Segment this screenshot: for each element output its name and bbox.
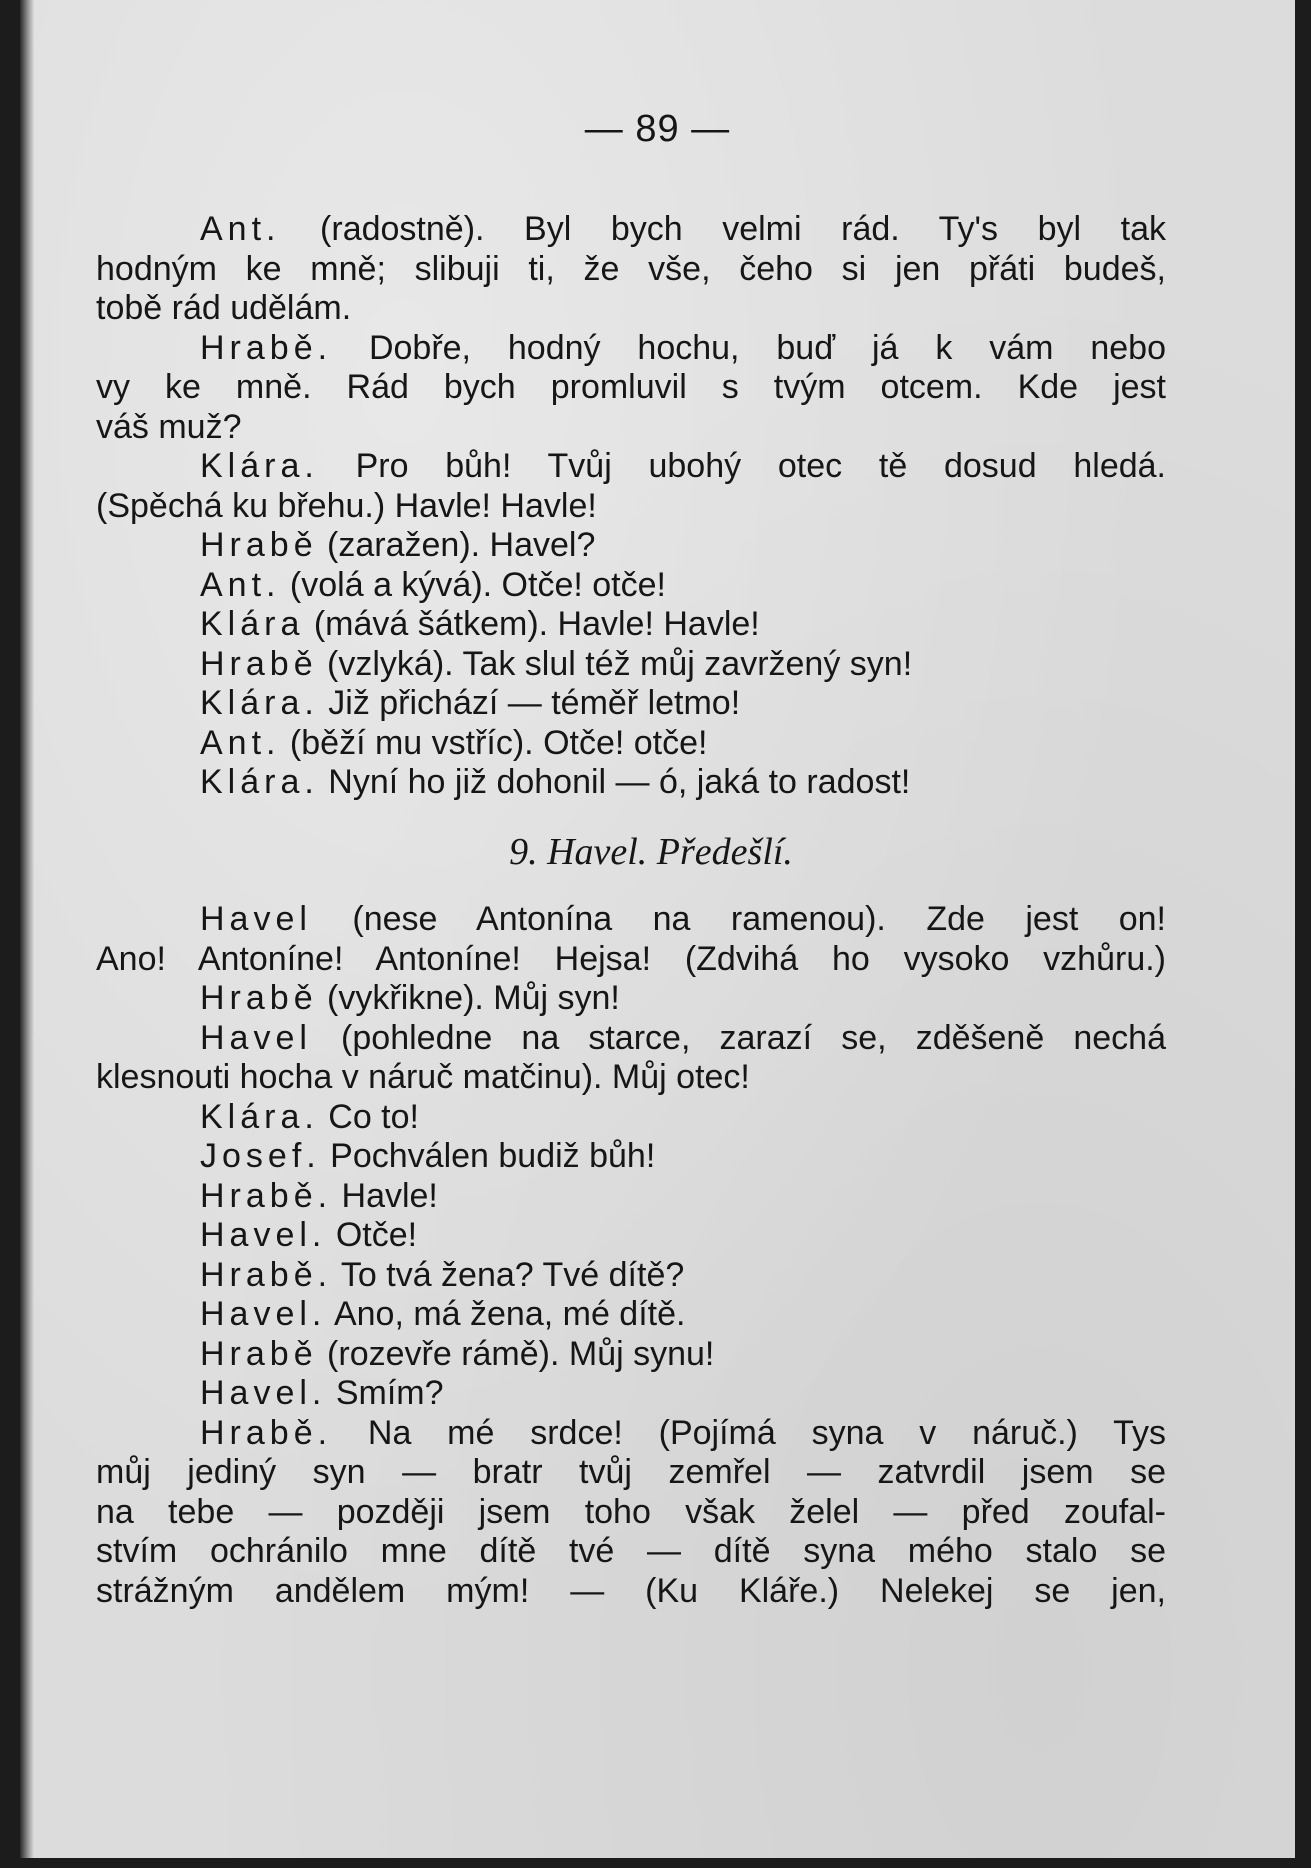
speaker-name: Havel — [200, 1018, 312, 1057]
text-line — [96, 1414, 1166, 1454]
line-text: (Spěchá ku břehu.) Havle! Havle! — [96, 486, 597, 525]
section-heading: 9. Havel. Předešlí. — [509, 830, 793, 873]
text-line — [96, 210, 1166, 250]
line-text: To tvá žena? Tvé dítě? — [332, 1255, 685, 1294]
text-line — [96, 900, 1166, 940]
line-text: (běží mu vstříc). Otče! otče! — [280, 723, 708, 762]
text-line — [96, 979, 1166, 1019]
line-text: můj jediný syn — bratr tvůj zemřel — zatvrdil jsem se — [96, 1453, 1166, 1491]
speaker-name: Havel — [200, 900, 312, 938]
speaker-name: Hrabě — [200, 526, 318, 564]
speaker-name: Hrabě. — [200, 1413, 333, 1452]
speaker-name: Klára. — [200, 1097, 319, 1136]
line-text: Smím? — [326, 1374, 444, 1412]
text-line — [96, 1532, 1166, 1572]
text-line — [96, 487, 1166, 527]
line-text: Ano! Antoníne! Antoníne! Hejsa! (Zdvihá ho vysoko vzhůru.) — [96, 939, 1166, 978]
line-text: (vzlyká). Tak slul též můj zavržený syn! — [317, 644, 913, 683]
line-text: Nyní ho již dohonil — ó, jaká to radost! — [318, 763, 911, 801]
line-text: Dobře, hodný hochu, buď já k vám nebo — [332, 328, 1166, 367]
line-text: stvím ochránilo mne dítě tvé — dítě syna mého stalo se — [96, 1532, 1166, 1570]
line-text: vy ke mně. Rád bych promluvil s tvým otcem. Kde jest — [96, 368, 1166, 406]
text-line — [96, 566, 1166, 606]
text-line — [96, 1374, 1166, 1414]
text-line — [96, 408, 1166, 448]
text-line — [96, 645, 1166, 685]
speaker-name: Klára — [200, 605, 305, 643]
speaker-name: Havel. — [200, 1295, 327, 1333]
speaker-name: Ant. — [200, 210, 281, 248]
page-number: — 89 — — [584, 108, 731, 150]
speaker-name: Havel. — [200, 1374, 327, 1412]
line-text: Na mé srdce! (Pojímá syna v náruč.) Tys — [332, 1413, 1166, 1452]
line-text: (mává šátkem). Havle! Havle! — [304, 605, 760, 643]
text-line — [96, 368, 1166, 408]
text-line — [96, 1572, 1166, 1612]
text-line — [96, 1058, 1166, 1098]
line-text: (rozevře rámě). Můj synu! — [317, 1334, 715, 1373]
text-line — [96, 447, 1166, 487]
text-line — [96, 1493, 1166, 1533]
line-text: (nese Antonína na ramenou). Zde jest on! — [311, 900, 1166, 938]
line-text: hodným ke mně; slibuji ti, že vše, čeho si jen přáti budeš, — [96, 249, 1166, 288]
text-line — [96, 1256, 1166, 1296]
speaker-name: Hrabě. — [200, 1176, 333, 1215]
speaker-name: Klára. — [200, 684, 319, 722]
speaker-name: Ant. — [200, 723, 281, 762]
line-text: na tebe — později jsem toho však želel — před zoufal- — [96, 1492, 1166, 1531]
text-line — [96, 289, 1166, 329]
speaker-name: Hrabě. — [200, 328, 333, 367]
text-line — [96, 1177, 1166, 1217]
text-line — [96, 1019, 1166, 1059]
speaker-name: Josef. — [200, 1137, 321, 1175]
text-line — [96, 526, 1166, 566]
line-text: Pro bůh! Tvůj ubohý otec tě dosud hledá. — [318, 447, 1166, 485]
speaker-name: Havel. — [200, 1216, 327, 1254]
line-text: (radostně). Byl bych velmi rád. Ty's byl tak — [280, 210, 1166, 248]
line-text: Pochválen budiž bůh! — [320, 1137, 656, 1175]
line-text: Ano, má žena, mé dítě. — [326, 1295, 686, 1333]
text-line — [96, 940, 1166, 980]
text-line — [96, 724, 1166, 764]
book-page — [20, 0, 1295, 1858]
text-line — [96, 1453, 1166, 1493]
line-text: tobě rád udělám. — [96, 289, 352, 327]
text-line — [96, 684, 1166, 724]
line-text: Již přichází — téměř letmo! — [318, 684, 741, 722]
text-line — [96, 1335, 1166, 1375]
line-text: klesnouti hocha v náruč matčinu). Můj otec! — [96, 1058, 750, 1096]
speaker-name: Hrabě. — [200, 1255, 333, 1294]
line-text: váš muž? — [96, 407, 242, 446]
text-line — [96, 1098, 1166, 1138]
text-line — [96, 250, 1166, 290]
text-line — [96, 763, 1166, 803]
speaker-name: Klára. — [200, 447, 319, 485]
line-text: (pohledne na starce, zarazí se, zděšeně nechá — [311, 1018, 1166, 1057]
text-line — [96, 1295, 1166, 1335]
speaker-name: Hrabě — [200, 1334, 318, 1373]
line-text: (vykřikne). Můj syn! — [317, 979, 620, 1017]
line-text: strážným andělem mým! — (Ku Kláře.) Nelekej se jen, — [96, 1571, 1166, 1610]
page-text — [96, 210, 1166, 1611]
speaker-name: Hrabě — [200, 979, 318, 1017]
line-text: Havle! — [332, 1176, 438, 1215]
text-line — [96, 1216, 1166, 1256]
page-binding-edge — [20, 0, 34, 1858]
line-text: (volá a kývá). Otče! otče! — [280, 565, 666, 604]
text-line — [96, 1137, 1166, 1177]
text-line — [96, 329, 1166, 369]
speaker-name: Hrabě — [200, 644, 318, 683]
text-line — [96, 605, 1166, 645]
speaker-name: Ant. — [200, 565, 281, 604]
speaker-name: Klára. — [200, 763, 319, 801]
line-text: (zaražen). Havel? — [317, 526, 596, 564]
line-text: Co to! — [318, 1097, 419, 1136]
line-text: Otče! — [326, 1216, 418, 1254]
